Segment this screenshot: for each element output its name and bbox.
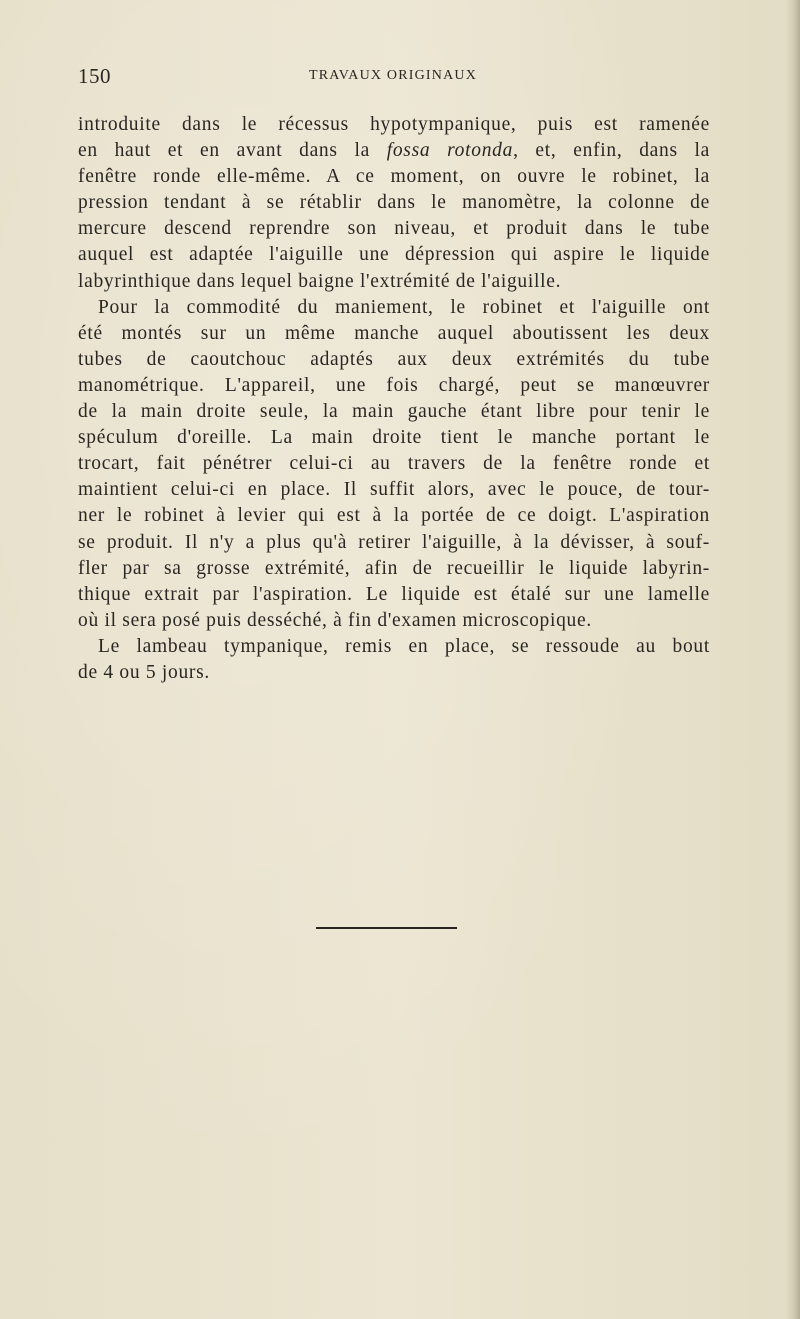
text-line: trocart, fait pénétrer celui-ci au travers de la fenêtre ronde et [78, 453, 710, 475]
italic-term: fossa rotonda [386, 140, 514, 162]
text-line: mercure descend reprendre son niveau, et produit dans le tube [78, 218, 710, 240]
text-line: où il sera posé puis desséché, à fin d'examen microscopique. [78, 609, 592, 631]
text-line: tubes de caoutchouc adaptés aux deux extrémités du tube [78, 348, 710, 370]
page-edge-shadow [786, 0, 800, 1319]
text-line: auquel est adaptée l'aiguille une dépression qui aspire le liquide [78, 244, 710, 266]
text-line: introduite dans le récessus hypotympanique, puis est ramenée [78, 114, 710, 135]
text-line: de 4 ou 5 jours. [78, 661, 210, 683]
text-line: labyrinthique dans lequel baigne l'extrémité de l'aiguille. [78, 270, 562, 292]
text-line: fenêtre ronde elle-même. A ce moment, on ouvre le robinet, la [78, 166, 710, 188]
text-line: pression tendant à se rétablir dans le manomètre, la colonne de [78, 192, 710, 214]
text-segment: en haut et en avant dans la [78, 140, 370, 162]
text-line: se produit. Il n'y a plus qu'à retirer l'aiguille, à la dévisser, à souf- [78, 531, 710, 553]
body-text [78, 112, 710, 686]
text-line: Le lambeau tympanique, remis en place, se ressoude au bout [98, 635, 710, 657]
text-line: spéculum d'oreille. La main droite tient le manche portant le [78, 427, 710, 449]
paragraph-3 [78, 634, 710, 686]
text-line: maintient celui-ci en place. Il suffit alors, avec le pouce, de tour- [78, 479, 710, 501]
text-line: manométrique. L'appareil, une fois chargé, peut se manœuvrer [78, 374, 710, 396]
text-line: thique extrait par l'aspiration. Le liquide est étalé sur une lamelle [78, 583, 710, 605]
page-header [78, 64, 708, 90]
text-segment: , et, enfin, dans la [513, 140, 710, 162]
paragraph-2 [78, 295, 710, 634]
text-line: ner le robinet à levier qui est à la portée de ce doigt. L'aspiration [78, 505, 710, 527]
text-line: Pour la commodité du maniement, le robinet et l'aiguille ont [98, 296, 710, 318]
text-line: été montés sur un même manche auquel aboutissent les deux [78, 322, 710, 344]
text-line: de la main droite seule, la main gauche étant libre pour tenir le [78, 401, 710, 423]
section-end-rule [316, 927, 457, 929]
paragraph-1 [78, 112, 710, 295]
text-line: fler par sa grosse extrémité, afin de recueillir le liquide labyrin- [78, 557, 710, 579]
text-line [78, 138, 710, 164]
running-head: TRAVAUX ORIGINAUX [308, 68, 478, 83]
page-number: 150 [78, 64, 111, 88]
